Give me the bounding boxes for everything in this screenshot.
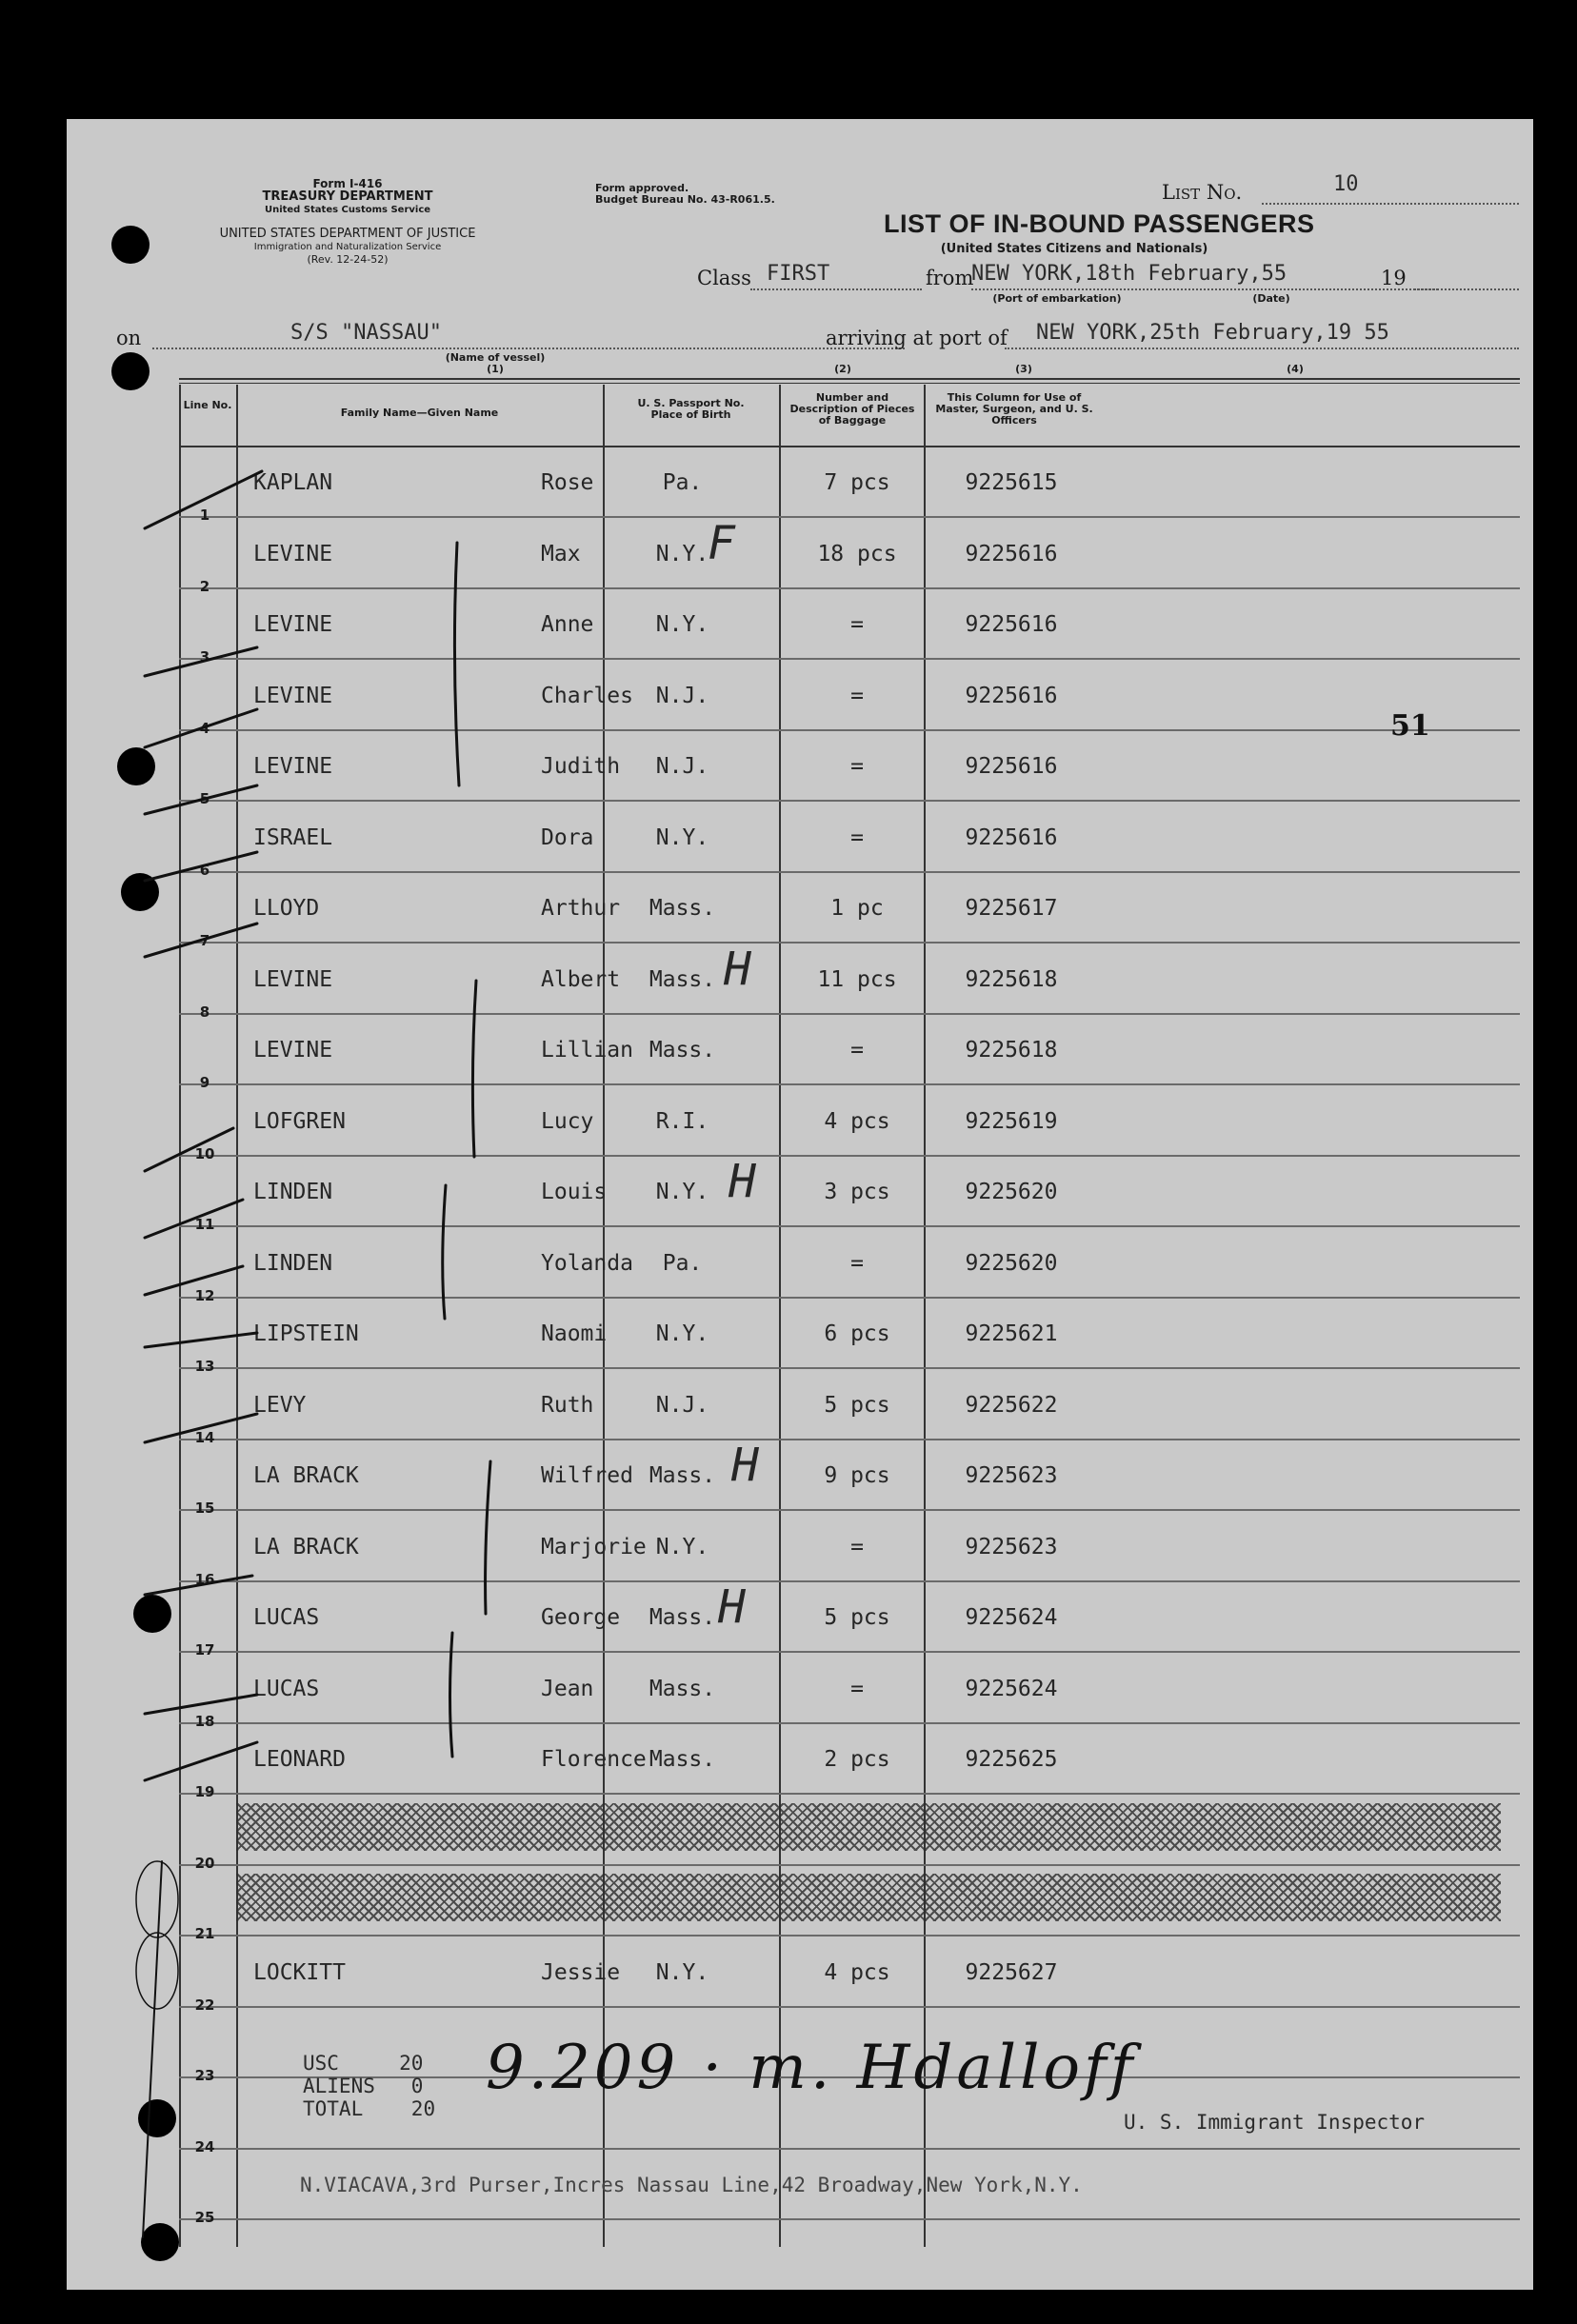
line-number: 4 (199, 719, 210, 737)
header-passport: U. S. Passport No. Place of Birth (637, 397, 745, 421)
line-number: 9 (199, 1074, 210, 1091)
header-name: Family Name—Given Name (340, 407, 499, 419)
officer-code: 9225616 (965, 683, 1058, 708)
family-name: LA BRACK (253, 1534, 359, 1559)
line-number: 19 (194, 1783, 215, 1800)
list-no-value: 10 (1333, 172, 1359, 196)
baggage-pieces: 3 pcs (824, 1180, 890, 1204)
document-title: LIST OF IN-BOUND PASSENGERS (884, 209, 1315, 238)
family-name: LEVY (253, 1392, 307, 1418)
family-name: LEVINE (253, 612, 333, 637)
place-of-birth: Pa. (662, 1250, 703, 1276)
baggage-pieces: 4 pcs (824, 1959, 890, 1985)
vessel-caption-num: (1) (487, 363, 504, 375)
line-number: 1 (199, 507, 210, 524)
bracket-mark (486, 1461, 490, 1614)
given-name: Max (541, 541, 581, 566)
baggage-pieces: 18 pcs (817, 541, 897, 566)
baggage-pieces: = (850, 683, 864, 708)
place-of-birth: N.Y. (655, 1959, 709, 1985)
form-revision: (Rev. 12-24-52) (307, 253, 389, 266)
aliens-count: 0 (410, 2075, 424, 2097)
given-name: Lillian (541, 1038, 633, 1063)
class-label: Class (697, 267, 751, 289)
family-name: LOCKITT (253, 1959, 346, 1985)
place-of-birth: N.Y. (655, 1180, 709, 1204)
officer-code: 9225625 (965, 1747, 1058, 1772)
baggage-pieces: 1 pc (830, 896, 884, 921)
family-name: LIPSTEIN (253, 1321, 359, 1346)
baggage-pieces: = (850, 1250, 864, 1276)
handwritten-mark: H (731, 1439, 759, 1492)
baggage-pieces: 4 pcs (824, 1108, 890, 1134)
family-name: LEONARD (253, 1747, 346, 1772)
given-name: Jean (541, 1676, 594, 1701)
family-name: LA BRACK (253, 1463, 359, 1488)
place-of-birth: R.I. (655, 1108, 709, 1134)
baggage-pieces: = (850, 1038, 864, 1063)
family-name: LEVINE (253, 683, 333, 708)
line-number: 24 (194, 2137, 215, 2155)
place-of-birth: Mass. (649, 1605, 716, 1630)
aliens-label: ALIENS (303, 2075, 375, 2097)
line-number: 18 (194, 1712, 215, 1730)
given-name: Wilfred (541, 1463, 633, 1488)
given-name: Naomi (541, 1321, 608, 1346)
totals-block (303, 2052, 435, 2120)
header-line-no: Line No. (183, 399, 232, 411)
inspector-title: U. S. Immigrant Inspector (1124, 2111, 1426, 2134)
officer-code: 9225615 (965, 470, 1058, 495)
bracket-mark (450, 1633, 453, 1757)
vessel-caption: (Name of vessel) (445, 351, 546, 364)
given-name: Marjorie (541, 1534, 647, 1559)
family-name: LLOYD (253, 896, 320, 921)
place-of-birth: Mass. (649, 1463, 716, 1488)
baggage-pieces: 9 pcs (824, 1463, 890, 1488)
line-number: 16 (194, 1570, 215, 1588)
place-of-birth: N.Y. (655, 1321, 709, 1346)
form-approved: Form approved. (595, 182, 689, 194)
family-name: ISRAEL (253, 824, 333, 850)
family-name: LOFGREN (253, 1108, 346, 1134)
line-number: 11 (194, 1216, 215, 1233)
given-name: George (541, 1605, 621, 1630)
officer-code: 9225624 (965, 1605, 1058, 1630)
handwritten-mark: H (724, 942, 751, 996)
officer-code: 9225619 (965, 1108, 1058, 1134)
family-name: LEVINE (253, 966, 333, 992)
officer-code: 9225616 (965, 754, 1058, 779)
col-num-3: (3) (1015, 363, 1032, 375)
place-of-birth: Mass. (649, 1747, 716, 1772)
immigration-service: Immigration and Naturalization Service (253, 242, 442, 252)
line-number: 13 (194, 1358, 215, 1375)
list-no-label: List No. (1162, 181, 1243, 204)
officer-code: 9225627 (965, 1959, 1058, 1985)
budget-bureau-no: Budget Bureau No. 43-R061.5. (595, 193, 775, 206)
margin-note: 51 (1390, 709, 1430, 743)
officer-code: 9225616 (965, 612, 1058, 637)
place-of-birth: N.J. (655, 683, 709, 708)
baggage-pieces: = (850, 1534, 864, 1559)
place-of-birth: N.J. (655, 1392, 709, 1418)
line-number: 21 (194, 1925, 215, 1942)
place-of-birth: N.Y. (655, 541, 709, 566)
total-label: TOTAL (303, 2097, 364, 2120)
treasury-department: TREASURY DEPARTMENT (262, 189, 433, 204)
baggage-pieces: 5 pcs (824, 1605, 890, 1630)
line-number: 8 (199, 1003, 210, 1021)
given-name: Ruth (541, 1392, 594, 1418)
family-name: LUCAS (253, 1676, 320, 1701)
baggage-pieces: = (850, 1676, 864, 1701)
given-name: Judith (541, 754, 621, 779)
usc-count: 20 (399, 2052, 424, 2075)
line-number: 20 (194, 1854, 215, 1872)
bracket-mark (472, 981, 476, 1157)
baggage-pieces: 7 pcs (824, 470, 890, 495)
col-num-4: (4) (1287, 363, 1304, 375)
on-label: on (116, 327, 142, 349)
line-number: 14 (194, 1428, 215, 1446)
handwritten-mark: F (708, 516, 735, 570)
place-of-birth: Pa. (662, 470, 703, 495)
year-prefix: 19 (1381, 267, 1407, 289)
line-number: 23 (194, 2067, 215, 2084)
officer-code: 9225616 (965, 541, 1058, 566)
officer-code: 9225618 (965, 1038, 1058, 1063)
header-officers: This Column for Use of Master, Surgeon, and U. S. Officers (935, 391, 1093, 427)
line-number: 7 (199, 932, 210, 949)
given-name: Charles (541, 683, 633, 708)
officer-code: 9225618 (965, 966, 1058, 992)
officer-code: 9225623 (965, 1463, 1058, 1488)
officer-code: 9225620 (965, 1250, 1058, 1276)
officer-code: 9225622 (965, 1392, 1058, 1418)
class-value: FIRST (767, 262, 830, 286)
family-name: LINDEN (253, 1180, 333, 1204)
family-name: LEVINE (253, 541, 333, 566)
baggage-pieces: = (850, 754, 864, 779)
officer-code: 9225620 (965, 1180, 1058, 1204)
document-subtitle: (United States Citizens and Nationals) (940, 242, 1208, 256)
header-baggage: Number and Description of Pieces of Baggage (789, 391, 915, 427)
baggage-pieces: = (850, 824, 864, 850)
bracket-mark (443, 1185, 446, 1319)
handwritten-mark: H (718, 1580, 746, 1634)
place-of-birth: Mass. (649, 966, 716, 992)
passenger-list-sheet (67, 119, 1533, 2290)
family-name: LEVINE (253, 754, 333, 779)
line-number: 5 (199, 790, 210, 807)
customs-service: United States Customs Service (264, 205, 431, 215)
given-name: Albert (541, 966, 621, 992)
arrival-port-date: NEW YORK,25th February,19 55 (1036, 321, 1389, 345)
given-name: Lucy (541, 1108, 594, 1134)
arriving-label: arriving at port of (826, 327, 1008, 349)
given-name: Anne (541, 612, 594, 637)
line-number: 17 (194, 1641, 215, 1659)
line-number: 10 (194, 1144, 215, 1162)
given-name: Yolanda (541, 1250, 633, 1276)
family-name: LINDEN (253, 1250, 333, 1276)
place-of-birth: Mass. (649, 1038, 716, 1063)
date-caption: (Date) (1252, 292, 1290, 305)
given-name: Arthur (541, 896, 621, 921)
usc-label: USC (303, 2052, 339, 2075)
officer-code: 9225621 (965, 1321, 1058, 1346)
baggage-pieces: 6 pcs (824, 1321, 890, 1346)
handwritten-marks (67, 119, 1533, 2290)
given-name: Rose (541, 470, 594, 495)
given-name: Dora (541, 824, 594, 850)
purser-line: N.VIACAVA,3rd Purser,Incres Nassau Line,42 Broadway,New York,N.Y. (300, 2174, 1083, 2196)
col-num-2: (2) (834, 363, 851, 375)
family-name: LUCAS (253, 1605, 320, 1630)
place-of-birth: N.J. (655, 754, 709, 779)
line-number: 15 (194, 1500, 215, 1517)
baggage-pieces: = (850, 612, 864, 637)
baggage-pieces: 5 pcs (824, 1392, 890, 1418)
place-of-birth: N.Y. (655, 824, 709, 850)
place-of-birth: N.Y. (655, 1534, 709, 1559)
total-count: 20 (410, 2097, 436, 2120)
officer-code: 9225617 (965, 896, 1058, 921)
place-of-birth: Mass. (649, 896, 716, 921)
line-number: 25 (194, 2209, 215, 2226)
officer-code: 9225624 (965, 1676, 1058, 1701)
vessel-name: S/S "NASSAU" (290, 321, 442, 345)
line-number: 6 (199, 861, 210, 879)
justice-department: UNITED STATES DEPARTMENT OF JUSTICE (219, 227, 476, 241)
handwritten-mark: H (729, 1155, 756, 1208)
officer-code: 9225623 (965, 1534, 1058, 1559)
form-id: Form I-416 (312, 177, 383, 190)
line-number: 12 (194, 1286, 215, 1304)
family-name: KAPLAN (253, 470, 333, 495)
line-number: 2 (199, 577, 210, 595)
family-name: LEVINE (253, 1038, 333, 1063)
port-embarkation-caption: (Port of embarkation) (992, 292, 1122, 305)
from-label: from (926, 267, 974, 289)
officer-code: 9225616 (965, 824, 1058, 850)
bracket-mark (454, 543, 459, 785)
place-of-birth: N.Y. (655, 612, 709, 637)
port-of-embarkation-date: NEW YORK,18th February,55 (971, 262, 1288, 286)
baggage-pieces: 11 pcs (817, 966, 897, 992)
line-number: 22 (194, 1996, 215, 2014)
given-name: Jessie (541, 1959, 621, 1985)
given-name: Louis (541, 1180, 608, 1204)
place-of-birth: Mass. (649, 1676, 716, 1701)
given-name: Florence (541, 1747, 647, 1772)
baggage-pieces: 2 pcs (824, 1747, 890, 1772)
inspector-signature: 9.209 · m. Hdalloff (486, 2033, 1137, 2103)
line-number: 3 (199, 648, 210, 665)
